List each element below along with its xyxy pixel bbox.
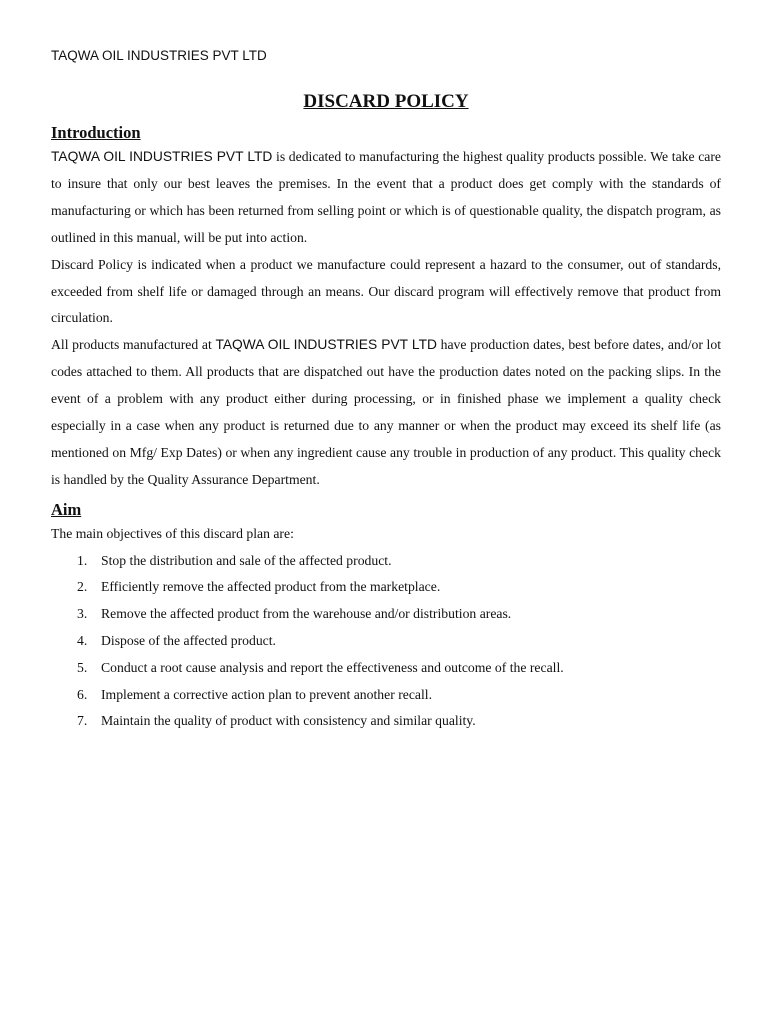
list-item bbox=[51, 628, 721, 655]
company-name-inline: TAQWA OIL INDUSTRIES PVT LTD bbox=[215, 337, 437, 353]
list-item-text: Remove the affected product from the warehouse and/or distribution areas. bbox=[101, 606, 512, 622]
list-number: 5. bbox=[77, 659, 88, 675]
aim-heading: Aim bbox=[51, 499, 82, 519]
introduction-paragraph-1 bbox=[51, 144, 721, 252]
list-item-text: Stop the distribution and sale of the affected product. bbox=[101, 552, 392, 568]
paragraph-text: All products manufactured at bbox=[51, 337, 216, 353]
list-number: 7. bbox=[77, 713, 88, 729]
list-number: 4. bbox=[77, 633, 88, 649]
paragraph-text: Discard Policy is indicated when a product we manufacture could represent a hazard to the consumer, out of standards, exceeded from shelf life or damaged through an means. Our discard program will effectively remove that product from circulation. bbox=[51, 256, 721, 326]
document-title: DISCARD POLICY bbox=[303, 91, 469, 112]
list-item bbox=[51, 574, 721, 601]
list-item bbox=[51, 708, 721, 735]
introduction-paragraph-3 bbox=[51, 332, 721, 493]
list-item-text: Dispose of the affected product. bbox=[101, 633, 276, 649]
introduction-heading: Introduction bbox=[51, 123, 141, 142]
list-number: 1. bbox=[77, 552, 88, 568]
list-item bbox=[51, 655, 721, 682]
company-header: TAQWA OIL INDUSTRIES PVT LTD bbox=[51, 48, 267, 63]
list-item bbox=[51, 548, 721, 575]
list-number: 6. bbox=[77, 686, 88, 702]
list-item-text: Maintain the quality of product with consistency and similar quality. bbox=[101, 713, 476, 729]
list-item-text: Efficiently remove the affected product from the marketplace. bbox=[101, 579, 441, 595]
list-number: 2. bbox=[77, 579, 88, 595]
company-name-inline: TAQWA OIL INDUSTRIES PVT LTD bbox=[51, 149, 273, 164]
list-item-text: Conduct a root cause analysis and report the effectiveness and outcome of the recall. bbox=[101, 659, 564, 675]
list-number: 3. bbox=[77, 606, 88, 622]
introduction-paragraph-2 bbox=[51, 252, 721, 333]
list-item-text: Implement a corrective action plan to prevent another recall. bbox=[101, 686, 433, 702]
objectives-intro: The main objectives of this discard plan are: bbox=[51, 525, 294, 541]
list-item bbox=[51, 682, 721, 709]
paragraph-text: is dedicated to manufacturing the highest quality products possible. We take care to insure that only our best leaves the premises. In the event that a product does get comply with the standards of manufacturing or which has been returned from selling point or which is of questionable quality, the dispatch program, as outlined in this manual, will be put into action. bbox=[51, 149, 721, 245]
objectives-list bbox=[51, 548, 721, 736]
list-item bbox=[51, 601, 721, 628]
paragraph-text: have production dates, best before dates, and/or lot codes attached to them. All products that are dispatched out have the production dates noted on the packing slips. In the event of a problem with any product either during processing, or in finished phase we implement a quality check especially in a case when any product is returned due to any manner or when the product may exceed its shelf life (as mentioned on Mfg/ Exp Dates) or when any ingredient cause any trouble in production of any product. This quality check is handled by the Quality Assurance Department. bbox=[51, 337, 721, 487]
